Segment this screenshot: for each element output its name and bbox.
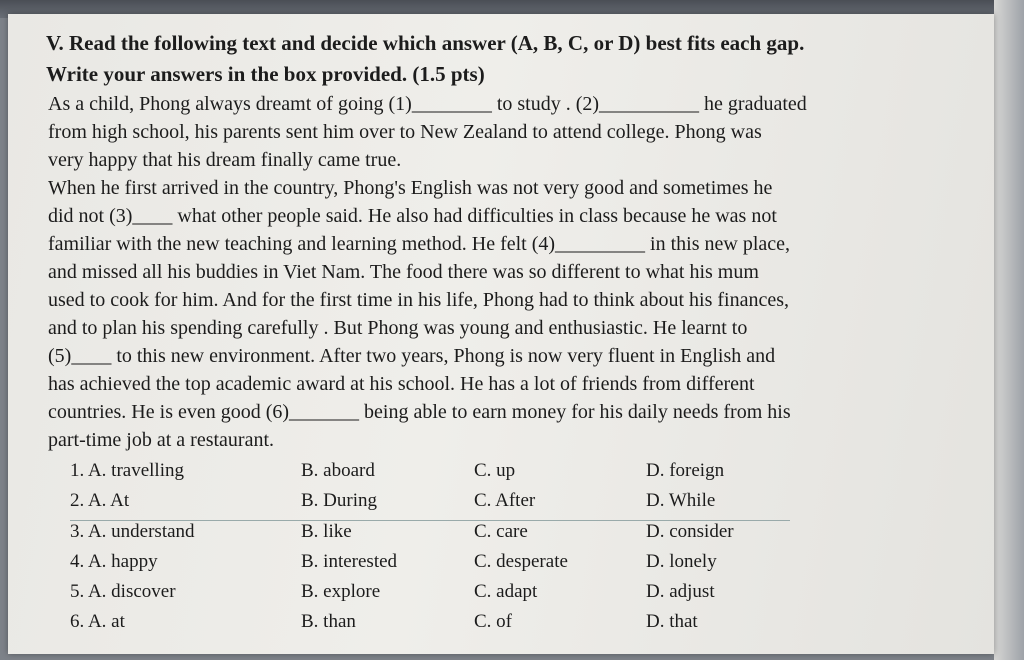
question-row [70, 611, 790, 641]
option-a: 3. A. understand [70, 521, 195, 542]
option-b: B. like [301, 521, 352, 542]
passage-line: used to cook for him. And for the first time in his life, Phong had to think about his finances, [48, 289, 790, 311]
option-d: D. consider [646, 521, 734, 542]
question-row [70, 490, 790, 521]
question-row [70, 460, 790, 490]
option-b: B. interested [301, 551, 398, 572]
option-d: D. that [646, 611, 698, 632]
passage-line: has achieved the top academic award at his school. He has a lot of friends from different [48, 373, 755, 395]
passage-line: did not (3)____ what other people said. He also had difficulties in class because he was not [48, 205, 777, 227]
option-b: B. aboard [301, 460, 375, 481]
worksheet-page [8, 14, 994, 654]
passage-line: As a child, Phong always dreamt of going (1)________ to study . (2)__________ he graduated [48, 93, 807, 115]
option-c: C. After [474, 490, 536, 511]
reading-passage [48, 90, 928, 454]
option-c: C. of [474, 611, 512, 632]
option-c: C. care [474, 521, 528, 542]
exercise-heading [46, 28, 946, 90]
option-a: 6. A. at [70, 611, 125, 632]
option-a: 2. A. At [70, 490, 130, 511]
background-edge-right [994, 0, 1024, 660]
question-row [70, 521, 790, 551]
heading-line-1: V. Read the following text and decide which answer (A, B, C, or D) best fits each gap. [46, 31, 805, 55]
passage-line: part-time job at a restaurant. [48, 429, 275, 451]
option-b: B. than [301, 611, 356, 632]
passage-line: and to plan his spending carefully . But Phong was young and enthusiastic. He learnt to [48, 317, 748, 339]
option-d: D. foreign [646, 460, 725, 481]
option-a: 1. A. travelling [70, 460, 184, 481]
option-c: C. adapt [474, 581, 538, 602]
option-d: D. adjust [646, 581, 715, 602]
answer-options [70, 460, 790, 641]
option-d: D. While [646, 490, 716, 511]
question-row [70, 581, 790, 611]
passage-line: When he first arrived in the country, Phong's English was not very good and sometimes he [48, 177, 773, 199]
heading-line-2: Write your answers in the box provided. (1.5 pts) [46, 62, 485, 86]
passage-line: and missed all his buddies in Viet Nam. The food there was so different to what his mum [48, 261, 759, 283]
passage-line: from high school, his parents sent him over to New Zealand to attend college. Phong was [48, 121, 762, 143]
passage-line: countries. He is even good (6)_______ being able to earn money for his daily needs from his [48, 401, 791, 423]
question-row [70, 551, 790, 581]
option-c: C. up [474, 460, 516, 481]
passage-line: (5)____ to this new environment. After two years, Phong is now very fluent in English and [48, 345, 776, 367]
option-b: B. explore [301, 581, 381, 602]
option-a: 5. A. discover [70, 581, 176, 602]
passage-line: very happy that his dream finally came true. [48, 149, 402, 171]
option-a: 4. A. happy [70, 551, 158, 572]
option-c: C. desperate [474, 551, 568, 572]
passage-line: familiar with the new teaching and learning method. He felt (4)_________ in this new place, [48, 233, 791, 255]
option-b: B. During [301, 490, 377, 511]
option-d: D. lonely [646, 551, 717, 572]
